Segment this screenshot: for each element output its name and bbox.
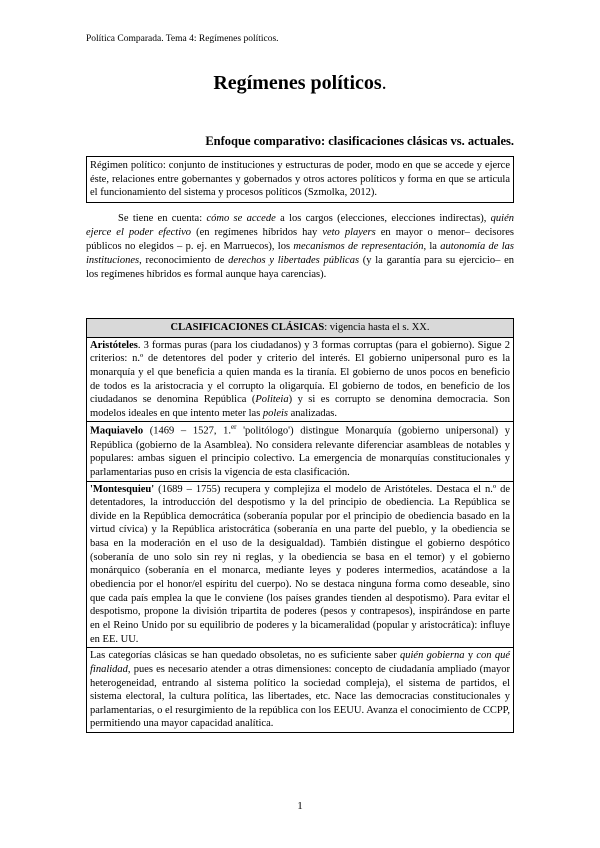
classic-classifications-table: [86, 318, 514, 733]
intro-text-1: Se tiene en cuenta:: [118, 213, 207, 224]
intro-text-5: , la: [423, 240, 441, 252]
aristoteles-cell: [87, 337, 514, 422]
montesquieu-name: 'Montesquieu': [90, 483, 155, 495]
table-row: [87, 422, 514, 481]
conclusion-em-1: quién gobierna: [400, 650, 465, 662]
table-header-cell: [87, 319, 514, 338]
intro-em-4: mecanismos de representación: [293, 240, 424, 252]
table-header-bold: CLASIFICACIONES CLÁSICAS: [170, 322, 325, 333]
page-number: 1: [297, 800, 303, 812]
intro-em-2: quién ejerce el poder efectivo: [86, 213, 514, 238]
table-row: [87, 337, 514, 422]
maquiavelo-name: Maquiavelo: [90, 425, 144, 437]
intro-paragraph: [86, 212, 514, 282]
intro-text-3: (en regímenes híbridos hay: [191, 226, 323, 238]
intro-em-3: veto players: [322, 226, 376, 238]
intro-em-1: cómo se accede: [206, 213, 276, 224]
maquiavelo-text-1: (1469 – 1527, 1.: [143, 425, 231, 437]
aristoteles-em-1: Politeia: [255, 394, 289, 406]
page-title: [0, 72, 600, 95]
page-title-dot: .: [381, 72, 387, 94]
table-header-rest: : vigencia hasta el s. XX.: [324, 322, 430, 333]
maquiavelo-cell: [87, 422, 514, 481]
maquiavelo-text-2: 'politólogo') distingue Monarquía (gobierno unipersonal) y República (gobierno de la Asamblea). No considera relevante diferenciar asambleas de notables y populares: ambas siguen el principio colectivo. La emergencia de monarquías constitucionales y parlamentarias puso en crisis la vigencia de esta clasificación.: [90, 425, 511, 478]
aristoteles-name: Aristóteles: [90, 339, 138, 351]
intro-em-5: autonomía de las instituciones: [86, 240, 514, 266]
running-header: Política Comparada. Tema 4: Regímenes políticos.: [86, 34, 279, 44]
table-header-row: [87, 319, 514, 338]
montesquieu-cell: [87, 481, 514, 648]
aristoteles-text-3: analizadas.: [288, 407, 337, 419]
aristoteles-text-1: . 3 formas puras (para los ciudadanos) y 3 formas corruptas (para el gobierno). Sigue 2 criterios: n.º de detentores del poder y criterio del interés. El gobierno unipersonal puro es la monarquía y el que beneficia a quien manda es la tiranía. El gobierno de unos pocos en beneficio de todos es la aristocracia y el corrupto la oligarquía. El gobierno de todos, en beneficio de los ciudadanos se denomina República (: [90, 339, 510, 406]
aristoteles-text-2: ) y si es corrupto se denomina democracia. Son modelos ideales en que intento meter las: [90, 394, 510, 419]
aristoteles-em-2: poleis: [262, 407, 289, 419]
conclusion-text-1: Las categorías clásicas se han quedado obsoletas, no es suficiente saber: [90, 650, 400, 662]
conclusion-cell: [87, 648, 514, 733]
maquiavelo-sup: er: [231, 423, 237, 432]
intro-text-2: a los cargos (elecciones, elecciones indirectas),: [275, 213, 491, 224]
intro-text-6: , reconocimiento de: [139, 254, 229, 266]
conclusion-text-2: y: [464, 650, 477, 662]
intro-text-4: en mayor o menor– decisores públicos no elegidos – p. ej. en Marruecos), los: [86, 226, 514, 252]
page-title-text: Regímenes políticos: [213, 72, 382, 94]
conclusion-text-3: , pues es necesario atender a otras dimensiones: concepto de ciudadanía ampliado (mayor heterogeneidad, entrando al sistema político la sociedad compleja), el sistema de partidos, el sistema electoral, la cultura política, las libertades, etc. Nace las democracias constitucionales y parlamentarias, o el resurgimiento de la república con los EEUU. Avanza el conocimiento de CCPP, permitiendo una mayor capacidad analítica.: [90, 663, 510, 730]
conclusion-em-2: con qué finalidad: [90, 650, 511, 675]
montesquieu-text: (1689 – 1755) recupera y complejiza el modelo de Aristóteles. Destaca el n.º de detentadores, la introducción del despotismo y la del principio de obediencia. La República se divide en la República democrática (soberanía popular por el principio de obediencia basado en la virtud cívica) y la República aristocrática (soberanía en una parte del pueblo, y la obediencia se basa en la moderación en el uso de la desigualdad). También distingue el gobierno despótico (soberanía de uno solo sin rey ni reglas, y la obediencia se basa en el temor) y el gobierno monárquico (soberanía en el monarca, mediante leyes y poderes intermedios, acatándose a la obediencia por el honor/el espíritu del cuerpo). No se destaca ninguna forma como deseable, sino que cada país emplea la que le conviene (los países grandes tienden al despotismo). Para evitar el despotismo, propone la división tripartita de poderes (pesos y contrapesos), inspirándose en parte en el Reino Unido por su equilibrio de poderes y la bicameralidad (popular y aristocrática): influye en EE. UU.: [90, 483, 510, 645]
definition-box: Régimen político: conjunto de instituciones y estructuras de poder, modo en que se accede y ejerce éste, relaciones entre gobernantes y gobernados y otros actores políticos y forma en que se articula el funcionamiento del sistema y procesos políticos (Szmolka, 2012).: [86, 156, 514, 203]
table-row: [87, 481, 514, 648]
section-subtitle: Enfoque comparativo: clasificaciones clásicas vs. actuales.: [205, 134, 514, 148]
intro-text-7: (y la garantía para su ejercicio– en los regímenes híbridos es formal aunque haya carencias).: [86, 254, 514, 280]
table-row: [87, 648, 514, 733]
intro-em-6: derechos y libertades públicas: [228, 254, 360, 266]
